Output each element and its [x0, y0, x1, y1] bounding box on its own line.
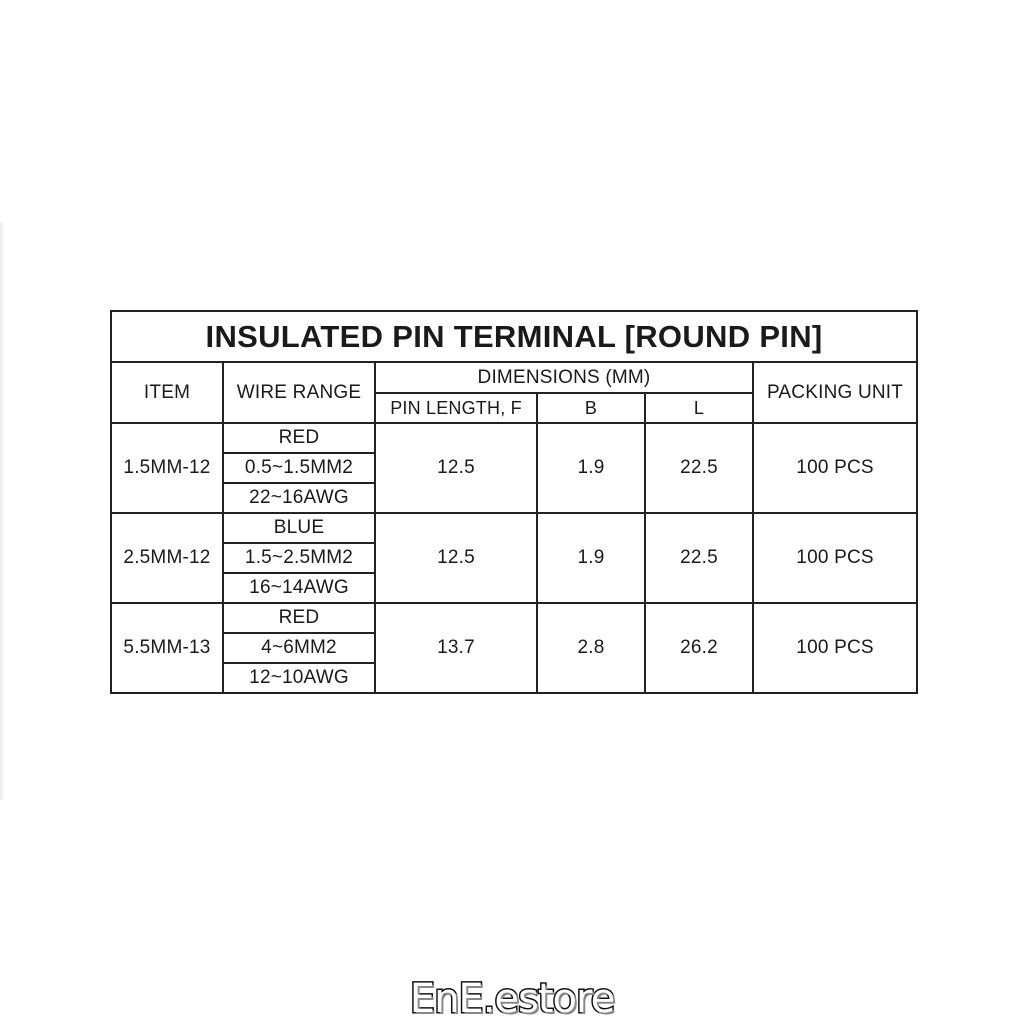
header-item: ITEM [111, 362, 223, 423]
pin-length-cell: 12.5 [375, 513, 537, 603]
header-dimensions: DIMENSIONS (MM) [375, 362, 753, 393]
b-cell: 2.8 [537, 603, 645, 693]
table-title: INSULATED PIN TERMINAL [ROUND PIN] [111, 311, 917, 362]
store-logo: EnE.estore [409, 976, 615, 1022]
b-cell: 1.9 [537, 513, 645, 603]
header-wire-range: WIRE RANGE [223, 362, 375, 423]
item-cell: 1.5MM-12 [111, 423, 223, 513]
left-edge-shade [0, 222, 3, 800]
wire-awg-cell: 16~14AWG [223, 573, 375, 603]
table-row [111, 603, 917, 633]
wire-awg-cell: 12~10AWG [223, 663, 375, 693]
wire-color-cell: BLUE [223, 513, 375, 543]
wire-color-cell: RED [223, 423, 375, 453]
header-pin-length: PIN LENGTH, F [375, 393, 537, 423]
wire-mm2-cell: 0.5~1.5MM2 [223, 453, 375, 483]
pin-length-cell: 13.7 [375, 603, 537, 693]
header-l: L [645, 393, 753, 423]
spec-table [110, 310, 918, 694]
item-cell: 5.5MM-13 [111, 603, 223, 693]
table-row [111, 423, 917, 453]
b-cell: 1.9 [537, 423, 645, 513]
l-cell: 26.2 [645, 603, 753, 693]
packing-cell: 100 PCS [753, 423, 917, 513]
header-b: B [537, 393, 645, 423]
wire-awg-cell: 22~16AWG [223, 483, 375, 513]
l-cell: 22.5 [645, 513, 753, 603]
packing-cell: 100 PCS [753, 603, 917, 693]
header-packing-unit: PACKING UNIT [753, 362, 917, 423]
item-cell: 2.5MM-12 [111, 513, 223, 603]
wire-mm2-cell: 4~6MM2 [223, 633, 375, 663]
wire-color-cell: RED [223, 603, 375, 633]
pin-length-cell: 12.5 [375, 423, 537, 513]
table-row [111, 513, 917, 543]
wire-mm2-cell: 1.5~2.5MM2 [223, 543, 375, 573]
packing-cell: 100 PCS [753, 513, 917, 603]
l-cell: 22.5 [645, 423, 753, 513]
